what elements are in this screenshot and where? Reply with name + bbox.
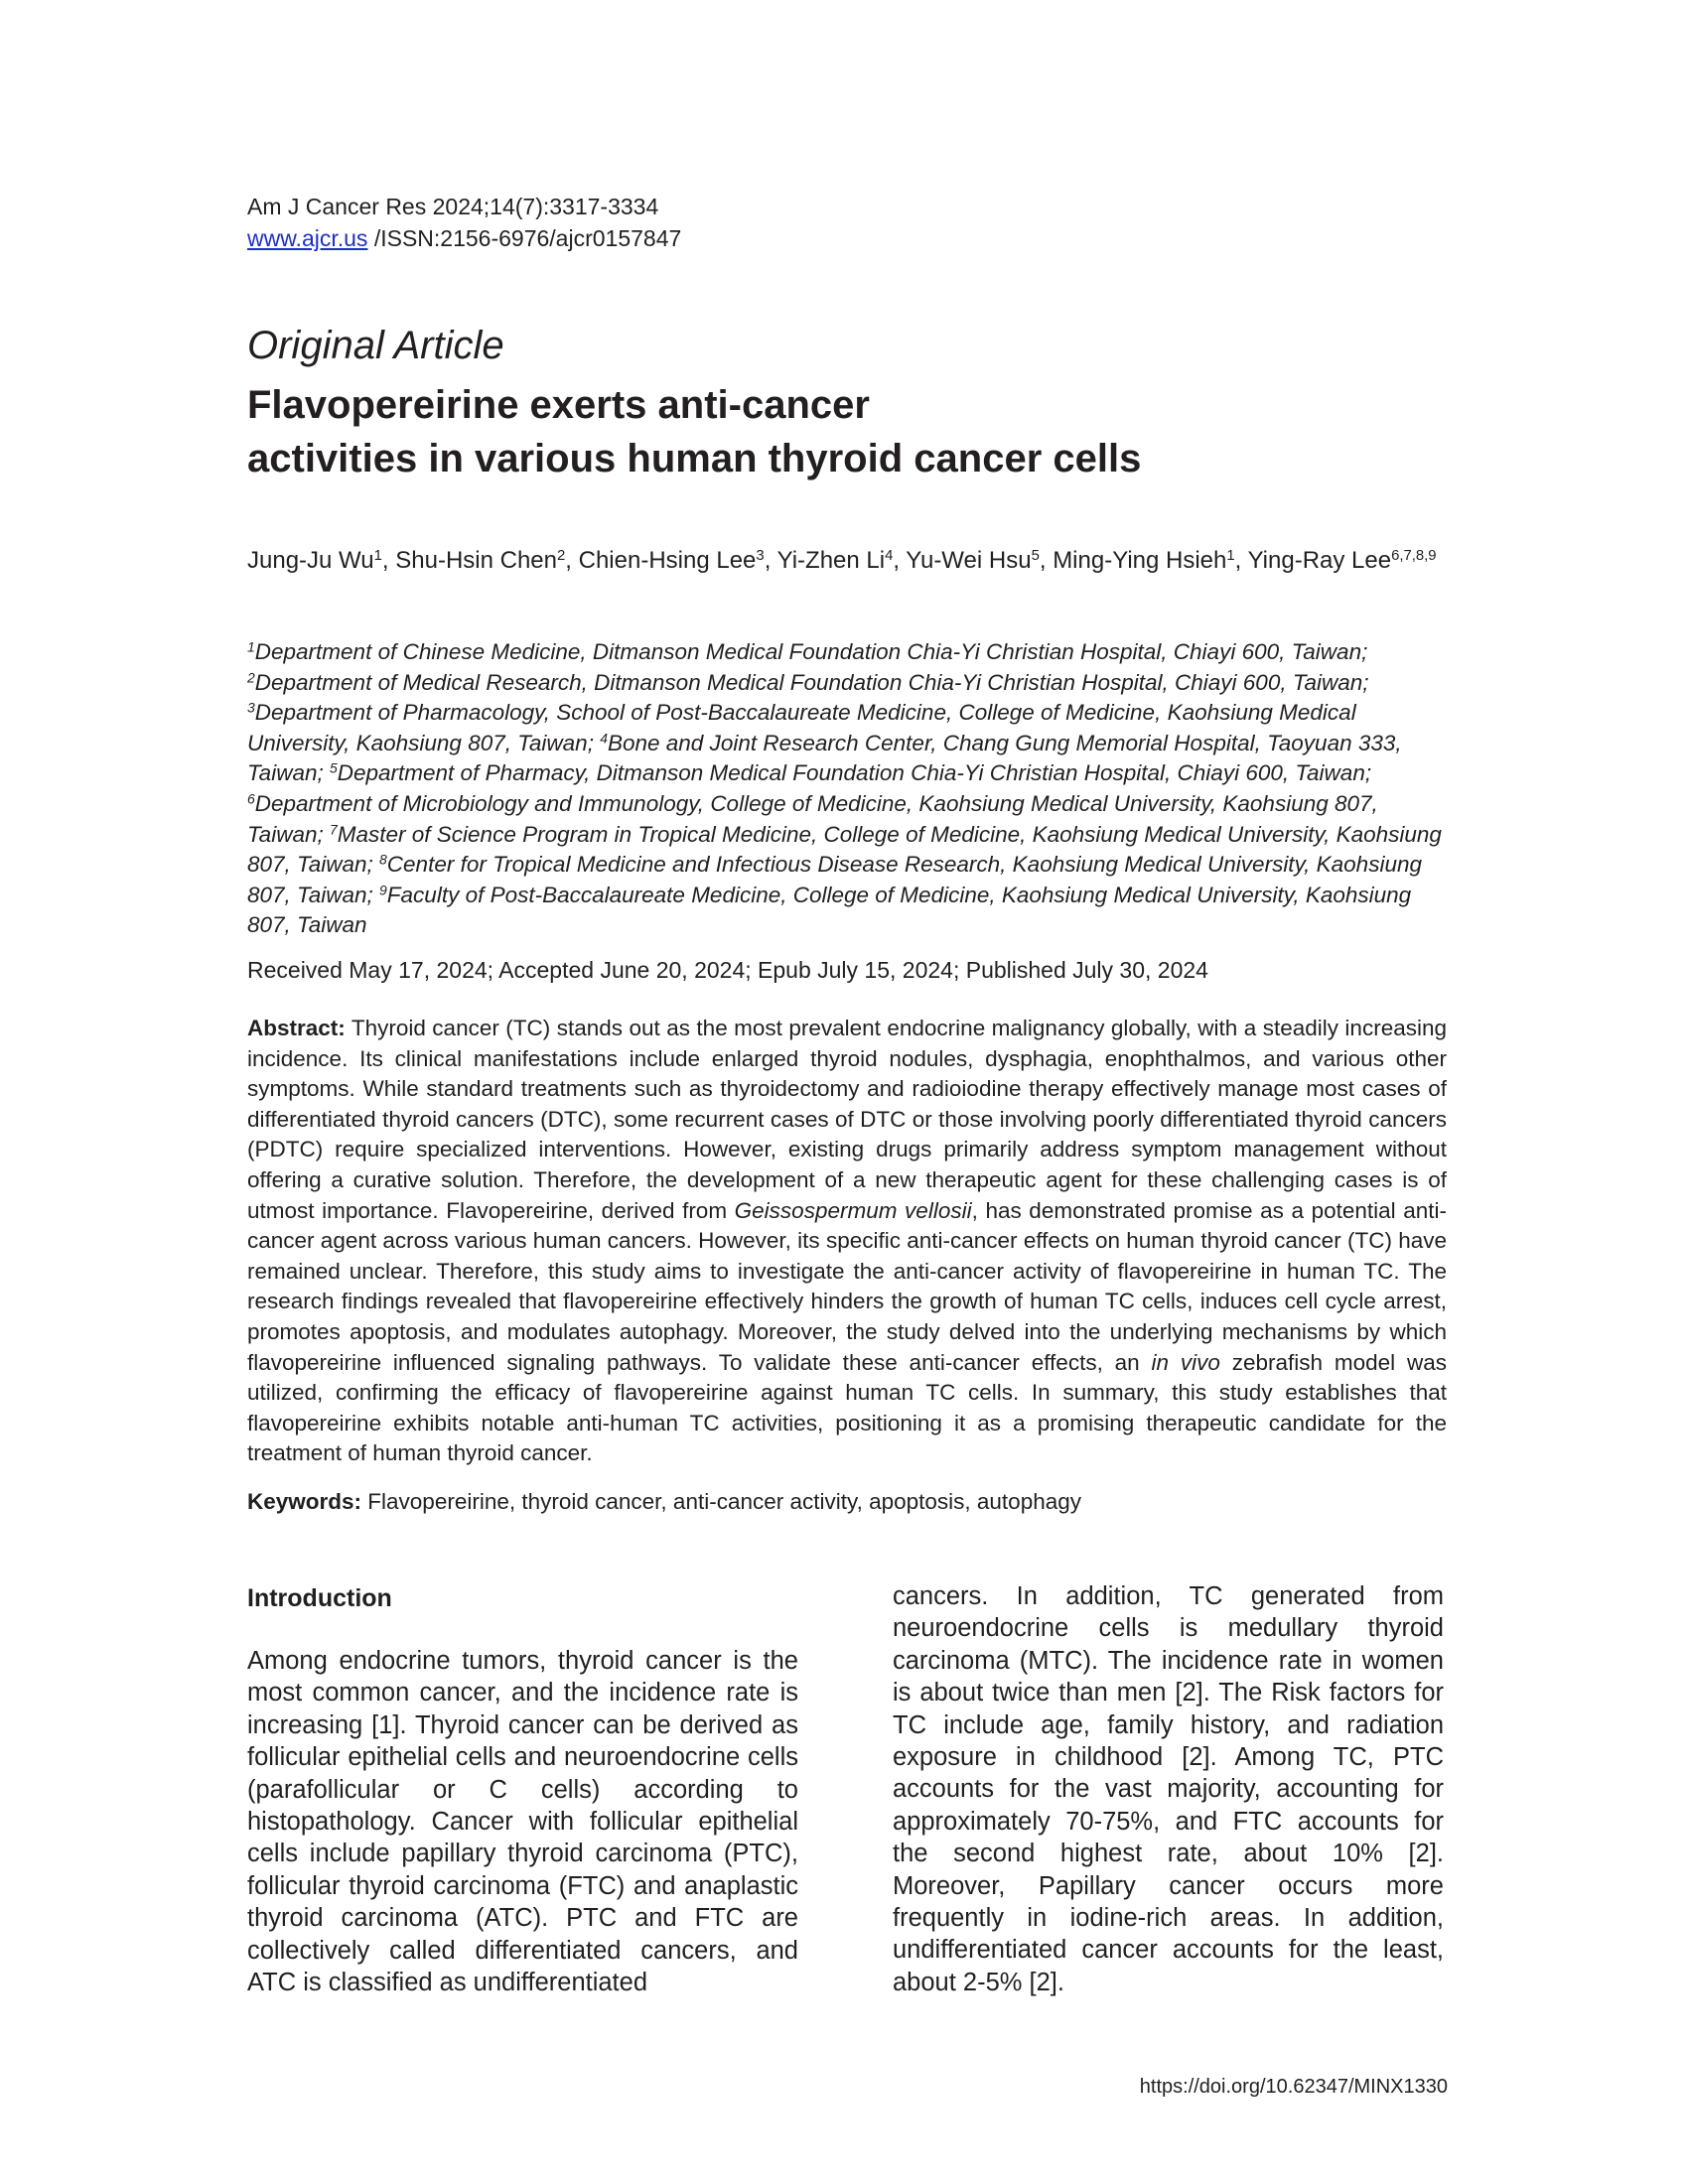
affiliation-text: Faculty of Post-Baccalaureate Medicine, College of Medicine, Kaohsiung Medical University, Kaohsiung 807, Taiwan — [247, 882, 1412, 938]
section-heading-introduction: Introduction — [247, 1584, 392, 1612]
abstract-text: zebrafish model was utilized, confirming the efficacy of flavopereirine against human TC cells. In summary, this study establishes that flavopereirine exhibits notable anti-human TC activities, positioning it as a promising therapeutic candidate for the treatment of human thyroid cancer. — [247, 1349, 1447, 1466]
author-affil-ref: 4 — [885, 547, 894, 564]
journal-url-line — [247, 222, 681, 254]
publication-dates: Received May 17, 2024; Accepted June 20, 2024; Epub July 15, 2024; Published July 30, 2024 — [247, 957, 1208, 983]
affiliation-text: Department of Medical Research, Ditmanson Medical Foundation Chia-Yi Christian Hospital, Chiayi 600, Taiwan; — [254, 669, 1369, 695]
affil-number: 6 — [247, 790, 255, 807]
abstract-text: Thyroid cancer (TC) stands out as the most prevalent endocrine malignancy globally, with a steadily increasing incidence. Its clinical manifestations include enlarged thyroid nodules, dysphagia, enophthalmos, and various other symptoms. While standard treatments such as thyroidectomy and radioiodine therapy effectively manage most cases of differentiated thyroid cancers (DTC), some recurrent cases of DTC or those involving poorly differentiated thyroid cancers (PDTC) require specialized interventions. However, existing drugs primarily address symptom management without offering a curative solution. Therefore, the development of a new therapeutic agent for these challenging cases is of utmost importance. Flavopereirine, derived from — [247, 1016, 1447, 1223]
affil-number: 5 — [329, 759, 338, 776]
author-affil-ref: 3 — [756, 547, 765, 564]
author-name: Chien-Hsing Lee — [578, 547, 757, 574]
doi-link[interactable]: https://doi.org/10.62347/MINX1330 — [1139, 2076, 1448, 2098]
author-name: Shu-Hsin Chen — [395, 547, 557, 574]
affiliation-text: Bone and Joint Research Center, Chang Gung Memorial Hospital, Taoyuan 333, Taiwan; — [247, 730, 1402, 786]
author-affil-ref: 5 — [1031, 547, 1040, 564]
author-name: Jung-Ju Wu — [247, 547, 374, 574]
affil-number: 8 — [379, 851, 387, 868]
in-vivo-term: in vivo — [1151, 1349, 1220, 1375]
author-affil-ref: 2 — [557, 547, 566, 564]
keywords-label: Keywords: — [247, 1489, 362, 1514]
abstract-text: , has demonstrated promise as a potential anti-cancer agent across various human cancers. However, its specific anti-cancer effects on human thyroid cancer (TC) have remained unclear. Therefore, this study aims to investigate the anti-cancer activity of flavopereirine in human TC. The research findings revealed that flavopereirine effectively hinders the growth of human TC cells, induces cell cycle arrest, promotes apoptosis, and modulates autophagy. Moreover, the study delved into the underlying mechanisms by which flavopereirine influenced signaling pathways. To validate these anti-cancer effects, an — [247, 1197, 1447, 1375]
author-affil-ref: 1 — [373, 547, 382, 564]
affil-number: 4 — [600, 730, 608, 747]
affiliation-text: Department of Pharmacology, School of Post-Baccalaureate Medicine, College of Medicine, Kaohsiung Medical University, Kaohsiung 807, Taiwan; — [247, 700, 1356, 755]
abstract — [247, 1014, 1447, 1469]
author-list: Jung-Ju Wu$^1$, Shu-Hsin Chen$^2$, Chien-Hsing Lee$^3$, Yi-Zhen Li$^4$, Yu-Wei Hsu$^5$, Ming-Ying Hsieh$^1$, Ying-Ray Lee$^{6,7,8,9}$ — [247, 547, 1437, 574]
keywords-text: Flavopereirine, thyroid cancer, anti-cancer activity, apoptosis, autophagy — [361, 1489, 1081, 1514]
affil-number: 3 — [247, 699, 255, 716]
affiliations — [247, 637, 1449, 941]
author-name: Ying-Ray Lee — [1247, 547, 1392, 574]
affiliation-text: Department of Pharmacy, Ditmanson Medical Foundation Chia-Yi Christian Hospital, Chiayi 600, Taiwan; — [337, 760, 1372, 786]
title-line-2: activities in various human thyroid cancer cells — [247, 437, 1142, 480]
affil-number: 2 — [247, 668, 255, 685]
title-line-1: Flavopereirine exerts anti-cancer — [247, 383, 870, 427]
species-name: Geissospermum vellosii — [734, 1197, 972, 1223]
author-name: Yu-Wei Hsu — [906, 547, 1032, 574]
intro-left-column: Among endocrine tumors, thyroid cancer is the most common cancer, and the incidence rate is increasing [1]. Thyroid cancer can be derived as follicular epithelial cells and neuroendocrine cells (parafollicular or C cells) according to histopathology. Cancer with follicular epithelial cells include papillary thyroid carcinoma (PTC), follicular thyroid carcinoma (FTC) and anaplastic thyroid carcinoma (ATC). PTC and FTC are collectively called differentiated cancers, and ATC is classified as undifferentiated — [247, 1647, 798, 1997]
intro-right-column: cancers. In addition, TC generated from neuroendocrine cells is medullary thyroid carcinoma (MTC). The incidence rate in women is about twice than men [2]. The Risk factors for TC include age, family history, and radiation exposure in childhood [2]. Among TC, PTC accounts for the vast majority, accounting for approximately 70-75%, and FTC accounts for the second highest rate, about 10% [2]. Moreover, Papillary cancer occurs more frequently in iodine-rich areas. In addition, undifferentiated cancer accounts for the least, about 2-5% [2]. — [893, 1582, 1444, 1996]
affil-number: 9 — [379, 882, 387, 898]
issn-text: /ISSN:2156-6976/ajcr0157847 — [367, 225, 682, 251]
affiliation-text: Department of Microbiology and Immunology, College of Medicine, Kaohsiung Medical University, Kaohsiung 807, Taiwan; — [247, 790, 1378, 847]
keywords — [247, 1486, 1447, 1517]
affiliation-text: Center for Tropical Medicine and Infectious Disease Research, Kaohsiung Medical University, Kaohsiung 807, Taiwan; — [247, 852, 1422, 907]
article-title — [247, 378, 1439, 485]
author-affil-ref: 1 — [1226, 547, 1235, 564]
affil-number: 7 — [329, 820, 338, 837]
author-name: Yi-Zhen Li — [776, 547, 886, 574]
abstract-label: Abstract: — [247, 1016, 346, 1040]
article-type: Original Article — [247, 324, 504, 367]
journal-link[interactable]: www.ajcr.us — [247, 225, 368, 251]
affiliation-text: Master of Science Program in Tropical Medicine, College of Medicine, Kaohsiung Medical University, Kaohsiung 807, Taiwan; — [247, 821, 1442, 878]
affiliation-text: Department of Chinese Medicine, Ditmanson Medical Foundation Chia-Yi Christian Hospital, Chiayi 600, Taiwan; — [254, 639, 1368, 664]
author-affil-ref: 6,7,8,9 — [1391, 547, 1437, 564]
affil-number: 1 — [247, 638, 255, 655]
journal-citation: Am J Cancer Res 2024;14(7):3317-3334 — [247, 194, 659, 219]
author-name: Ming-Ying Hsieh — [1053, 547, 1227, 574]
